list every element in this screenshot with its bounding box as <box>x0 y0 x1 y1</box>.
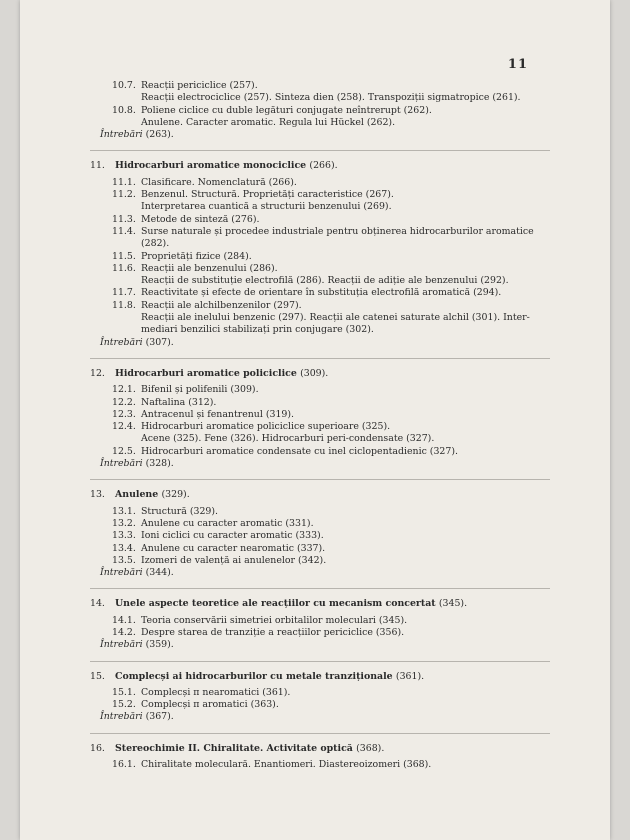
entry-number: 13.5. <box>112 554 136 566</box>
chapter-entries <box>112 759 570 771</box>
chapter-page: (345). <box>438 598 468 610</box>
questions-label: Întrebări <box>100 336 143 348</box>
entry-number: 14.1. <box>112 614 136 626</box>
questions-line <box>100 337 570 349</box>
entry-text <box>141 300 570 337</box>
entry-text <box>141 226 570 251</box>
section-divider <box>90 588 550 589</box>
entry-text <box>141 627 570 639</box>
entry-line: Poliene ciclice cu duble legături conjugate neîntrerupt (262). <box>141 104 432 116</box>
entry-text <box>141 446 570 458</box>
entry-text <box>141 530 570 542</box>
questions-label: Întrebări <box>100 458 143 470</box>
entry-text <box>141 287 570 299</box>
entry-text <box>141 615 570 627</box>
toc-entry <box>112 251 570 263</box>
chapter-entries <box>112 687 570 712</box>
chapter-number: 13. <box>90 489 105 501</box>
entry-line: Reacții electrociclice (257). Sinteza dien (258). Transpoziții sigmatropice (261). <box>141 92 521 104</box>
chapter-entries <box>112 384 570 458</box>
entry-line: Anulene cu caracter aromatic (331). <box>141 517 314 529</box>
entry-text <box>141 214 570 226</box>
chapter-heading <box>90 598 570 610</box>
questions-label: Întrebări <box>100 129 143 141</box>
entry-number: 11.2. <box>112 189 136 201</box>
chapter-title: Complecși ai hidrocarburilor cu metale tranziționale <box>115 670 393 682</box>
questions-line <box>100 129 570 141</box>
chapter-heading <box>90 160 570 172</box>
entry-text <box>141 177 570 189</box>
questions-page: (263). <box>145 129 174 141</box>
entry-text <box>141 687 570 699</box>
entry-number: 11.3. <box>112 213 136 225</box>
toc-entry <box>112 615 570 627</box>
questions-page: (359). <box>145 639 174 651</box>
entry-text <box>141 251 570 263</box>
entry-line: Ioni ciclici cu caracter aromatic (333). <box>141 530 324 542</box>
questions-page: (328). <box>145 458 174 470</box>
entry-line: Antracenul și fenantrenul (319). <box>141 408 295 420</box>
toc-entry <box>112 409 570 421</box>
chapter-heading <box>90 368 570 380</box>
toc-entry <box>112 189 570 214</box>
intro-section <box>112 80 570 129</box>
entry-line: Bifenil și polifenili (309). <box>141 384 259 396</box>
entry-line: Anulene cu caracter nearomatic (337). <box>141 542 326 554</box>
table-of-contents <box>90 80 570 771</box>
chapter-heading <box>90 743 570 755</box>
entry-text <box>141 263 570 288</box>
entry-text <box>141 105 570 130</box>
section-divider <box>90 358 550 359</box>
toc-entry <box>112 177 570 189</box>
chapter-heading <box>90 489 570 501</box>
entry-number: 10.8. <box>112 104 136 116</box>
entry-text <box>141 80 570 105</box>
toc-entry <box>112 300 570 337</box>
section-divider <box>90 479 550 480</box>
toc-entry <box>112 226 570 251</box>
entry-number: 11.6. <box>112 262 136 274</box>
toc-entry <box>112 263 570 288</box>
chapter-title-wrap <box>115 671 424 683</box>
entry-line: Reactivitate și efecte de orientare în substituția electrofilă aromatică (294). <box>141 287 502 299</box>
entry-number: 12.5. <box>112 445 136 457</box>
entry-line: Naftalina (312). <box>141 396 217 408</box>
toc-entry <box>112 384 570 396</box>
chapter-title-wrap <box>115 598 467 610</box>
page-number: 11 <box>507 57 528 72</box>
questions-line <box>100 567 570 579</box>
entry-line: Izomeri de valență ai anulenelor (342). <box>141 554 327 566</box>
chapter-page: (266). <box>309 160 338 172</box>
entry-text <box>141 189 570 214</box>
entry-line: Clasificare. Nomenclatură (266). <box>141 176 297 188</box>
entry-number: 16.1. <box>112 759 136 771</box>
entry-number: 11.7. <box>112 287 136 299</box>
entry-line: Complecși π aromatici (363). <box>141 699 279 711</box>
entry-text <box>141 759 570 771</box>
chapter-number: 14. <box>90 598 105 610</box>
chapter-title: Unele aspecte teoretice ale reacțiilor cu mecanism concertat <box>115 598 436 610</box>
entry-line: Proprietăți fizice (284). <box>141 250 252 262</box>
entry-line: Benzenul. Structură. Proprietăți caracteristice (267). <box>141 189 394 201</box>
entry-line: Metode de sinteză (276). <box>141 213 260 225</box>
questions-page: (367). <box>145 711 174 723</box>
toc-entry <box>112 105 570 130</box>
chapter-title-wrap <box>115 489 190 501</box>
entry-number: 12.3. <box>112 408 136 420</box>
entry-text <box>141 699 570 711</box>
chapter-page: (309). <box>300 367 329 379</box>
chapter-title: Anulene <box>115 489 159 501</box>
entry-number: 13.1. <box>112 505 136 517</box>
entry-line: Reacții ale inelului benzenic (297). Reacții ale catenei saturate alchil (301). Inter- <box>141 312 530 324</box>
toc-entry <box>112 555 570 567</box>
toc-entry <box>112 518 570 530</box>
chapter-heading <box>90 671 570 683</box>
book-page <box>20 0 610 840</box>
chapter-number: 16. <box>90 742 105 754</box>
chapter-number: 12. <box>90 367 105 379</box>
entry-number: 11.4. <box>112 225 136 237</box>
entry-line: Structură (329). <box>141 505 219 517</box>
questions-label: Întrebări <box>100 639 143 651</box>
entry-number: 13.3. <box>112 530 136 542</box>
toc-entry <box>112 397 570 409</box>
entry-number: 14.2. <box>112 626 136 638</box>
entry-number: 12.2. <box>112 396 136 408</box>
chapter-title-wrap <box>115 368 328 380</box>
entry-line: Reacții periciclice (257). <box>141 80 258 91</box>
chapter-number: 15. <box>90 670 105 682</box>
questions-label: Întrebări <box>100 567 143 579</box>
entry-number: 11.5. <box>112 250 136 262</box>
entry-number: 10.7. <box>112 80 136 91</box>
entry-line: Reacții de substituție electrofilă (286). Reacții de adiție ale benzenului (292). <box>141 275 509 287</box>
chapter-page: (368). <box>356 742 385 754</box>
chapter-entries <box>112 615 570 640</box>
entry-line: Surse naturale și procedee industriale pentru obținerea hidrocarburilor aromatice <box>141 225 534 237</box>
toc-entry <box>112 287 570 299</box>
questions-page: (344). <box>145 567 174 579</box>
chapter-title: Hidrocarburi aromatice policiclice <box>115 367 297 379</box>
entry-line: Complecși π nearomatici (361). <box>141 686 291 698</box>
questions-line <box>100 639 570 651</box>
entry-line: Chiralitate moleculară. Enantiomeri. Diastereoizomeri (368). <box>141 759 432 771</box>
section-divider <box>90 661 550 662</box>
chapter-title-wrap <box>115 160 338 172</box>
entry-number: 13.4. <box>112 542 136 554</box>
questions-line <box>100 711 570 723</box>
toc-entry <box>112 543 570 555</box>
questions-line <box>100 458 570 470</box>
chapter-entries <box>112 177 570 337</box>
chapter-title: Stereochimie II. Chiralitate. Activitate optică <box>115 742 353 754</box>
entry-number: 11.8. <box>112 299 136 311</box>
entry-text <box>141 555 570 567</box>
section-divider <box>90 733 550 734</box>
questions-page: (307). <box>145 336 174 348</box>
entry-line: (282). <box>141 238 170 250</box>
entry-text <box>141 543 570 555</box>
entry-line: Acene (325). Fene (326). Hidrocarburi peri-condensate (327). <box>141 433 435 445</box>
toc-entry <box>112 421 570 446</box>
entry-text <box>141 384 570 396</box>
entry-line: Anulene. Caracter aromatic. Regula lui Hückel (262). <box>141 116 396 128</box>
entry-line: Despre starea de tranziție a reacțiilor periciclice (356). <box>141 626 405 638</box>
chapter-title-wrap <box>115 743 384 755</box>
entry-number: 13.2. <box>112 517 136 529</box>
entry-line: Hidrocarburi aromatice policiclice superioare (325). <box>141 421 391 433</box>
entry-number: 12.4. <box>112 421 136 433</box>
toc-entry <box>112 80 570 105</box>
questions-label: Întrebări <box>100 711 143 723</box>
chapter-title: Hidrocarburi aromatice monociclice <box>115 160 307 172</box>
toc-entry <box>112 687 570 699</box>
toc-entry <box>112 214 570 226</box>
entry-number: 12.1. <box>112 384 136 396</box>
entry-number: 15.1. <box>112 686 136 698</box>
chapter-entries <box>112 506 570 567</box>
entry-text <box>141 409 570 421</box>
entry-number: 15.2. <box>112 699 136 711</box>
entry-text <box>141 506 570 518</box>
toc-entry <box>112 759 570 771</box>
entry-text <box>141 421 570 446</box>
entry-text <box>141 518 570 530</box>
section-divider <box>90 150 550 151</box>
entry-line: Reacții ale alchilbenzenilor (297). <box>141 299 302 311</box>
entry-number: 11.1. <box>112 176 136 188</box>
entry-line: Interpretarea cuantică a structurii benzenului (269). <box>141 201 392 213</box>
entry-line: Hidrocarburi aromatice condensate cu inel ciclopentadienic (327). <box>141 445 458 457</box>
chapter-number: 11. <box>90 160 105 172</box>
toc-entry <box>112 699 570 711</box>
chapter-page: (361). <box>395 670 425 682</box>
entry-text <box>141 397 570 409</box>
toc-entry <box>112 446 570 458</box>
entry-line: mediari benzilici stabilizați prin conjugare (302). <box>141 324 374 336</box>
entry-line: Teoria conservării simetriei orbitalilor moleculari (345). <box>141 614 408 626</box>
toc-entry <box>112 506 570 518</box>
entry-line: Reacții ale benzenului (286). <box>141 262 278 274</box>
chapter-page: (329). <box>161 489 190 501</box>
toc-entry <box>112 627 570 639</box>
toc-entry <box>112 530 570 542</box>
